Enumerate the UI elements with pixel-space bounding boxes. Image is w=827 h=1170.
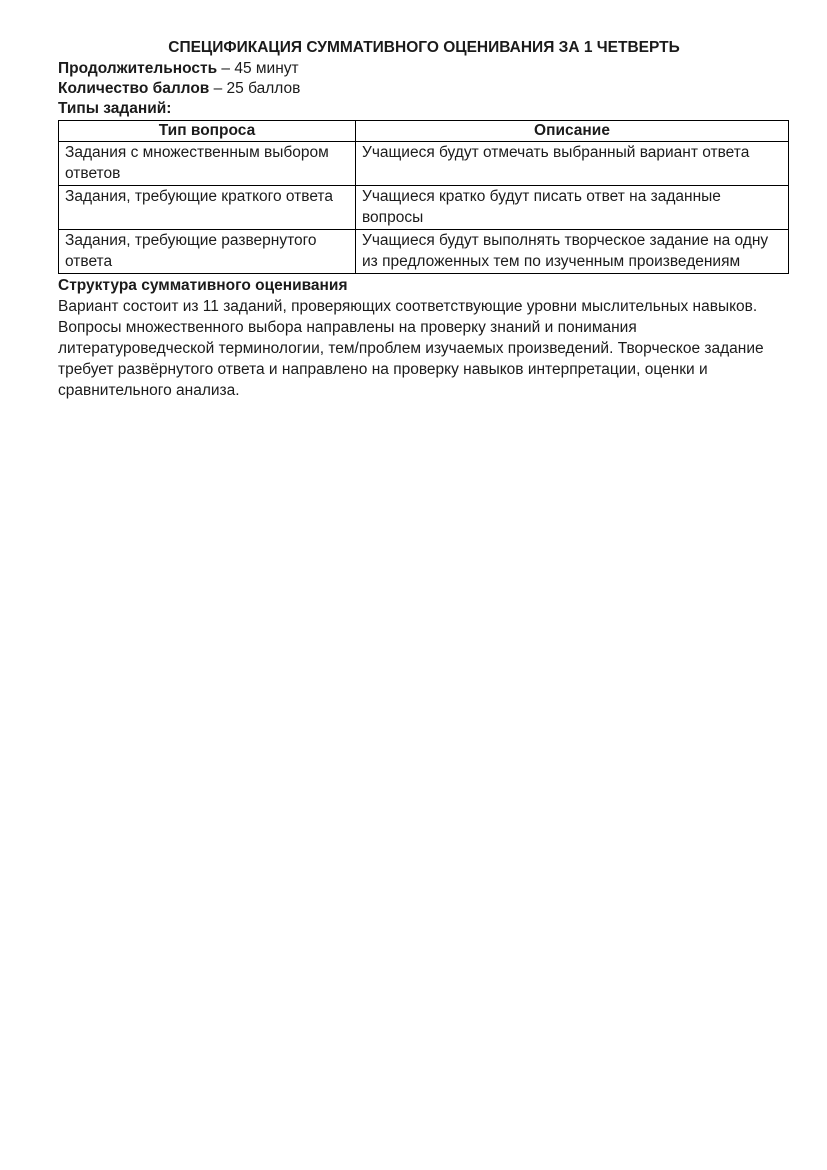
column-header-description: Описание	[356, 121, 789, 142]
table-header-row	[59, 121, 789, 142]
table-row	[59, 230, 789, 274]
cell-task-type: Задания с множественным выбором ответов	[59, 142, 356, 186]
paragraph-line: литературоведческой терминологии, тем/проблем изучаемых произведений. Творческое задание	[58, 340, 764, 357]
table-row	[59, 142, 789, 186]
column-header-question-type: Тип вопроса	[59, 121, 356, 142]
structure-section-heading: Структура суммативного оценивания	[58, 277, 348, 294]
cell-description: Учащиеся кратко будут писать ответ на заданные вопросы	[356, 186, 789, 230]
paragraph-line: сравнительного анализа.	[58, 382, 240, 399]
cell-task-type: Задания, требующие развернутого ответа	[59, 230, 356, 274]
paragraph-line: Вопросы множественного выбора направлены на проверку знаний и понимания	[58, 319, 637, 336]
duration-line	[58, 59, 790, 79]
task-types-table	[58, 120, 789, 274]
structure-paragraph	[58, 296, 790, 401]
document-title: СПЕЦИФИКАЦИЯ СУММАТИВНОГО ОЦЕНИВАНИЯ ЗА 1 ЧЕТВЕРТЬ	[168, 39, 680, 56]
cell-task-type: Задания, требующие краткого ответа	[59, 186, 356, 230]
cell-description: Учащиеся будут выполнять творческое задание на одну из предложенных тем по изученным произведениям	[356, 230, 789, 274]
points-label: Количество баллов	[58, 80, 210, 97]
paragraph-line: требует развёрнутого ответа и направлено на проверку навыков интерпретации, оценки и	[58, 361, 708, 378]
cell-description: Учащиеся будут отмечать выбранный вариант ответа	[356, 142, 789, 186]
table-row	[59, 186, 789, 230]
points-value: – 25 баллов	[209, 80, 301, 97]
duration-value: – 45 минут	[217, 60, 299, 77]
paragraph-line: Вариант состоит из 11 заданий, проверяющих соответствующие уровни мыслительных навыков.	[58, 298, 758, 315]
points-line	[58, 79, 790, 99]
task-types-caption: Типы заданий:	[58, 100, 172, 117]
duration-label: Продолжительность	[58, 60, 218, 77]
